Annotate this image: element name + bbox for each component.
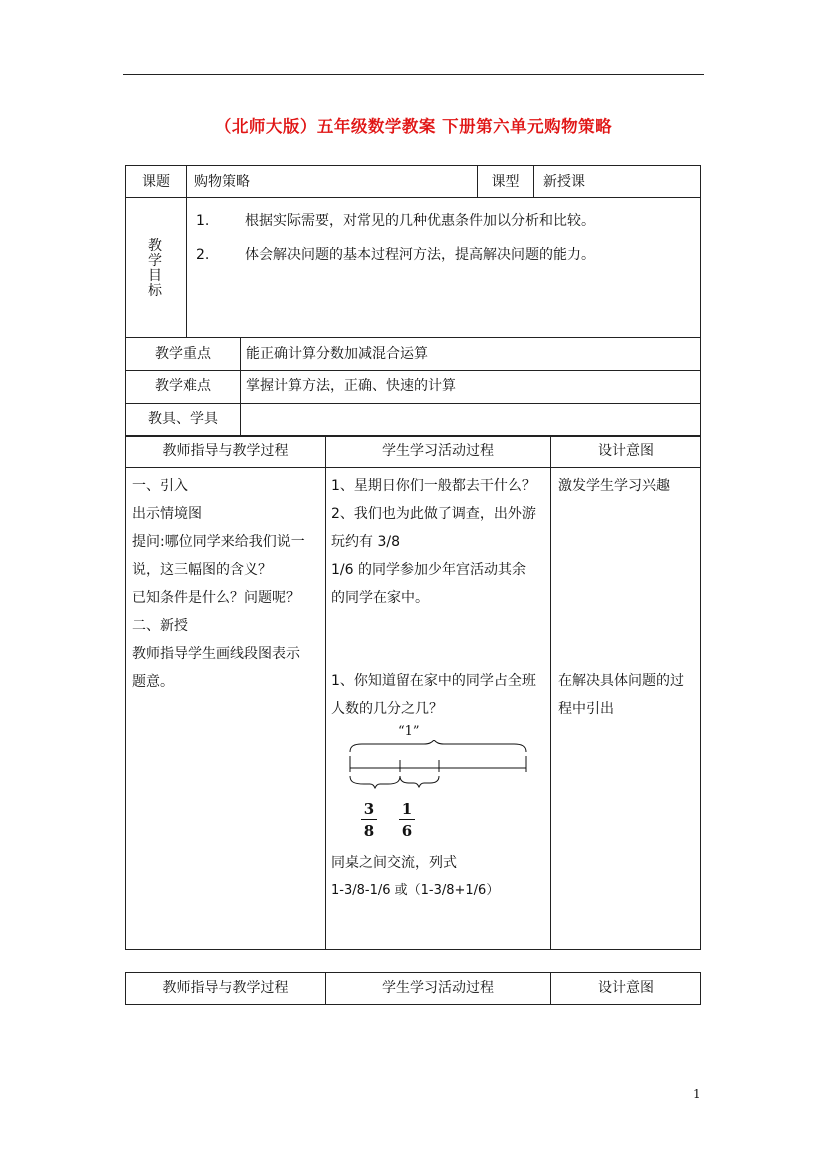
student-line: 1、星期日你们一般都去干什么？: [331, 478, 536, 494]
table-rule: [325, 435, 326, 950]
student-line: 2、我们也为此做了调查，出外游: [331, 506, 536, 522]
student-line: 1-3/8-1/6 或（1-3/8+1/6）: [331, 883, 500, 898]
column-header-teacher: 教师指导与教学过程: [162, 443, 289, 459]
lesson-type-label: 课型: [491, 174, 520, 190]
fraction-numerator: 3: [363, 800, 375, 818]
student-activity-text: [331, 472, 536, 612]
table-rule: [125, 337, 701, 338]
student-question-text: [331, 667, 536, 723]
teacher-process-text: [132, 472, 305, 696]
teacher-line: 提问:哪位同学来给我们说一: [132, 534, 305, 550]
design-intent-1: 激发学生学习兴趣: [558, 478, 670, 494]
document-title: （北师大版）五年级数学教案 下册第六单元购物策略: [214, 117, 613, 136]
column-header-student: 学生学习活动过程: [382, 443, 494, 459]
goals-label-char: 学: [148, 253, 162, 269]
intent-line: 程中引出: [558, 701, 614, 717]
teacher-line: 二、新授: [132, 618, 188, 634]
student-line: 玩约有 3/8: [331, 534, 400, 550]
goal-text: 体会解决问题的基本过程河方法，提高解决问题的能力。: [245, 247, 595, 263]
header-rule: [123, 74, 704, 75]
table-rule: [533, 165, 534, 197]
table-rule: [550, 435, 551, 950]
goals-label: [126, 239, 184, 299]
teacher-line: 已知条件是什么？问题呢？: [132, 590, 300, 606]
column-header-student: 学生学习活动过程: [382, 980, 494, 996]
column-header-intent: 设计意图: [598, 443, 654, 459]
student-line: 1/6 的同学参加少年宫活动其余: [331, 562, 526, 578]
intent-line: 在解决具体问题的过: [558, 673, 684, 689]
column-header-teacher: 教师指导与教学过程: [162, 980, 289, 996]
table-rule: [186, 165, 187, 337]
difficulty-value: 掌握计算方法，正确、快速的计算: [246, 378, 456, 394]
goals-label-char: 标: [148, 283, 162, 299]
fraction-one-sixth: [398, 800, 416, 840]
goals-label-char: 目: [148, 268, 162, 284]
diagram-whole-label: “1”: [398, 724, 420, 739]
teacher-line: 出示情境图: [132, 506, 202, 522]
key-points-label: 教学重点: [155, 346, 211, 362]
goal-number: 2.: [196, 247, 210, 263]
fraction-numerator: 1: [401, 800, 413, 818]
tools-label: 教具、学具: [148, 411, 218, 427]
fraction-bar: [399, 819, 415, 820]
lesson-type-value: 新授课: [543, 174, 585, 190]
goal-text: 根据实际需要，对常见的几种优惠条件加以分析和比较。: [245, 213, 595, 229]
table-rule: [240, 337, 241, 437]
goals-label-char: 教: [148, 238, 162, 254]
fraction-three-eighths: [360, 800, 378, 840]
difficulty-label: 教学难点: [155, 378, 211, 394]
table-rule: [125, 370, 701, 371]
design-intent-2: [558, 667, 684, 723]
key-points-value: 能正确计算分数加减混合运算: [246, 346, 428, 362]
line-segment-diagram: [342, 740, 532, 800]
fraction-denominator: 6: [401, 822, 413, 840]
student-line: 人数的几分之几？: [331, 701, 443, 717]
teacher-line: 说，这三幅图的含义？: [132, 562, 272, 578]
page-number: 1: [693, 1087, 701, 1101]
topic-value: 购物策略: [194, 174, 250, 190]
column-header-intent: 设计意图: [598, 980, 654, 996]
fraction-bar: [361, 819, 377, 820]
student-expression-text: [331, 849, 499, 905]
table-rule: [125, 197, 701, 198]
lesson-info-table: [125, 165, 701, 437]
goal-number: 1.: [196, 213, 210, 229]
student-line: 1、你知道留在家中的同学占全班: [331, 673, 536, 689]
student-line: 同桌之间交流，列式: [331, 855, 457, 871]
table-rule: [125, 467, 701, 468]
student-line: 的同学在家中。: [331, 590, 429, 606]
table-rule: [125, 403, 701, 404]
teacher-line: 教师指导学生画线段图表示: [132, 646, 300, 662]
fraction-denominator: 8: [363, 822, 375, 840]
teacher-line: 题意。: [132, 674, 174, 690]
topic-label: 课题: [142, 174, 170, 190]
teacher-line: 一、引入: [132, 478, 188, 494]
